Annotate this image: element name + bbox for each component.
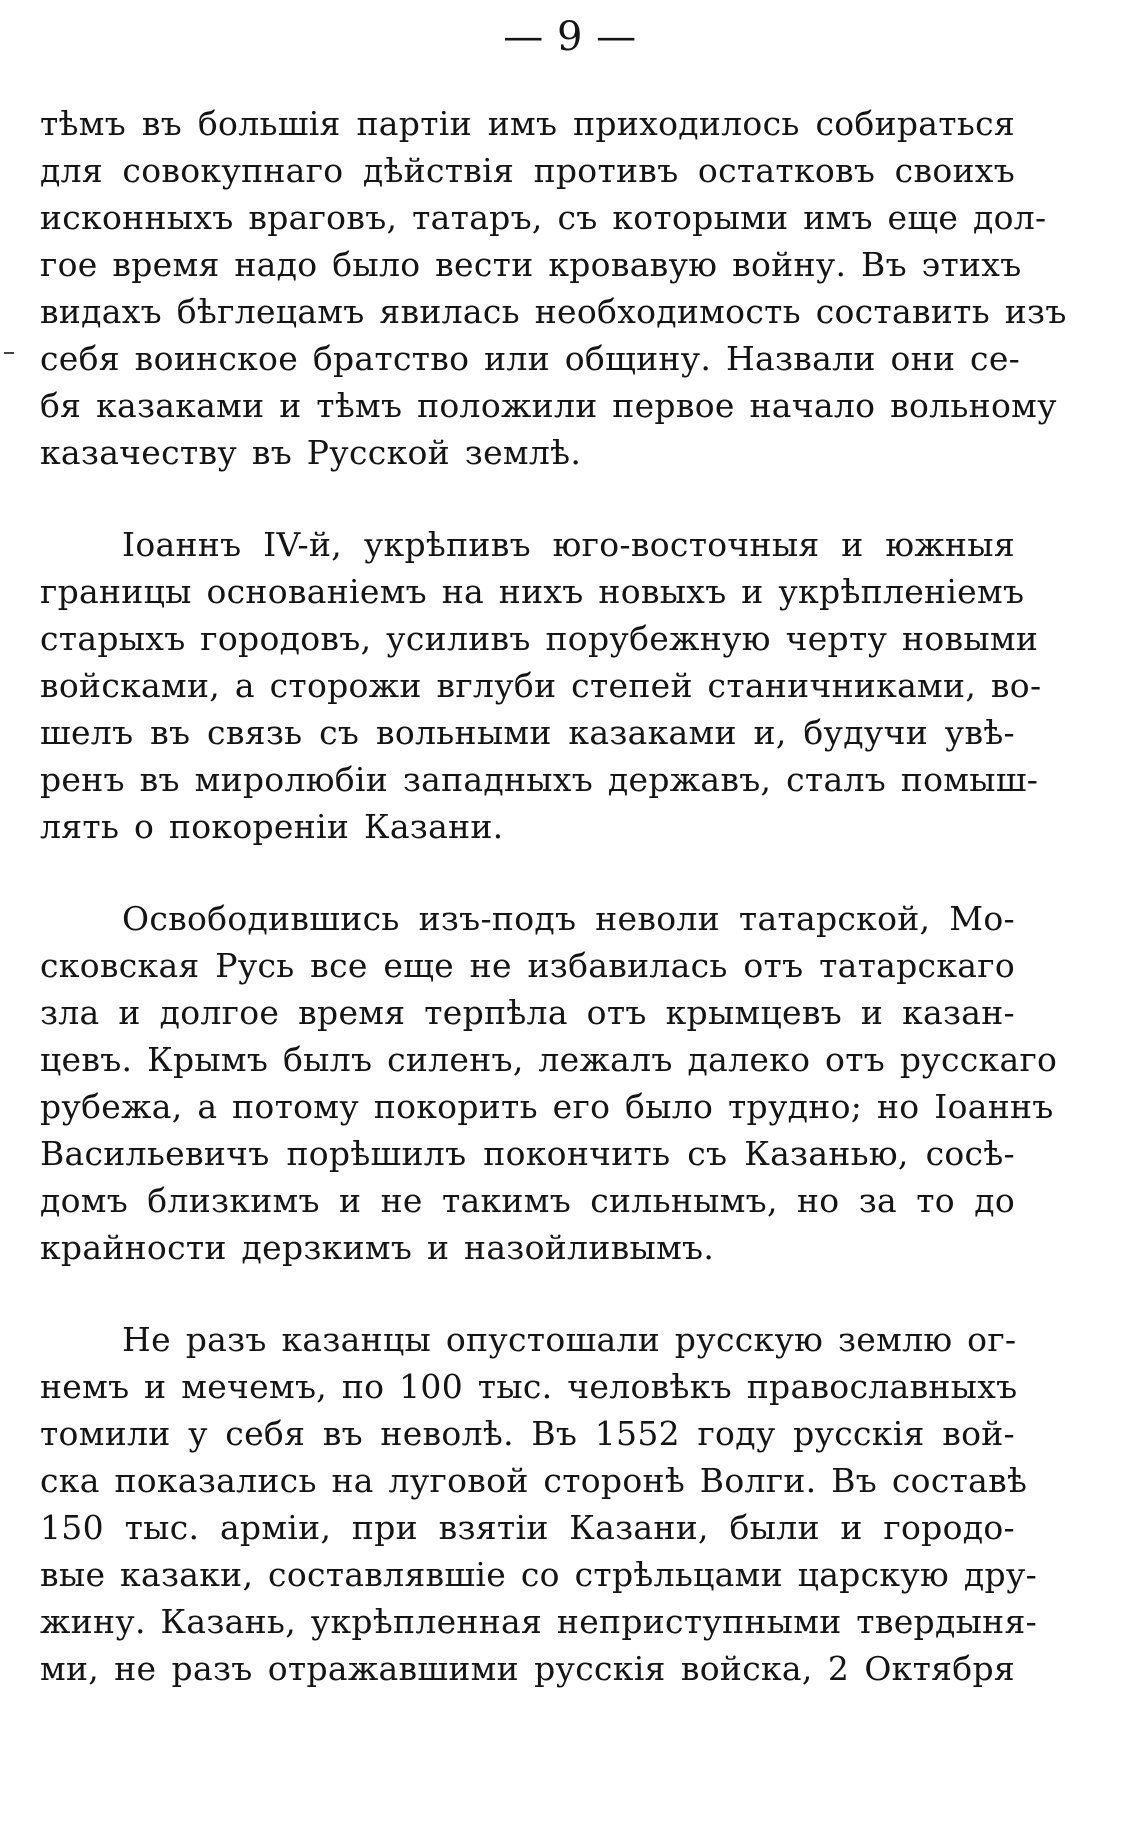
- margin-mark: [4, 352, 14, 354]
- text-line: томили у себя въ неволѣ. Въ 1552 году русскія вой-: [40, 1414, 1015, 1453]
- text-line: ми, не разъ отражавшими русскія войска, 2 Октября: [40, 1649, 1015, 1688]
- text-line: себя воинское братство или общину. Назвали они се-: [40, 339, 1021, 378]
- text-line: старыхъ городовъ, усиливъ порубежную черту новыми: [40, 619, 1039, 658]
- text-line: войсками, а сторожи вглуби степей станичниками, во-: [40, 666, 1042, 705]
- paragraph-3: [40, 895, 1058, 1271]
- paragraph-gap: [40, 850, 1015, 895]
- text-line: ренъ въ миролюбіи западныхъ державъ, сталъ помыш-: [40, 760, 1039, 799]
- text-line: цевъ. Крымъ былъ силенъ, лежалъ далеко отъ русскаго: [40, 1040, 1058, 1079]
- text-line: Не разъ казанцы опустошали русскую землю ог-: [122, 1320, 1017, 1359]
- text-line: лять о покореніи Казани.: [40, 807, 504, 846]
- text-line: бя казаками и тѣмъ положили первое начало вольному: [40, 386, 1057, 425]
- text-line: границы основаніемъ на нихъ новыхъ и укрѣпленіемъ: [40, 572, 1025, 611]
- body-text: [40, 100, 1067, 1692]
- text-line: видахъ бѣглецамъ явилась необходимость составить изъ: [40, 292, 1067, 331]
- text-line: исконныхъ враговъ, татаръ, съ которыми имъ еще дол-: [40, 198, 1047, 237]
- paragraph-gap: [40, 1271, 1015, 1316]
- text-line: крайности дерзкимъ и назойливымъ.: [40, 1228, 715, 1267]
- paragraph-gap: [40, 476, 1015, 521]
- text-line: Іоаннъ IV-й, укрѣпивъ юго-восточныя и южныя: [122, 525, 1015, 564]
- paragraph-4: [40, 1316, 1038, 1692]
- text-line: домъ близкимъ и не такимъ сильнымъ, но за то до: [40, 1181, 1015, 1220]
- text-line: Освободившись изъ-подъ неволи татарской, Мо-: [122, 899, 1015, 938]
- text-line: тѣмъ въ большія партіи имъ приходилось собираться: [40, 104, 1015, 143]
- text-line: гое время надо было вести кровавую войну. Въ этихъ: [40, 245, 1022, 284]
- text-line: Васильевичъ порѣшилъ покончить съ Казанью, сосѣ-: [40, 1134, 1015, 1173]
- text-line: зла и долгое время терпѣла отъ крымцевъ и казан-: [40, 993, 1015, 1032]
- text-line: вые казаки, составлявшіе со стрѣльцами царскую дру-: [40, 1555, 1038, 1594]
- text-line: ска показались на луговой сторонѣ Волги. Въ составѣ: [40, 1461, 1028, 1500]
- paragraph-1: [40, 100, 1067, 476]
- text-line: жину. Казань, укрѣпленная неприступными твердыня-: [40, 1602, 1038, 1641]
- text-line: для совокупнаго дѣйствія противъ остатковъ своихъ: [40, 151, 1015, 190]
- page-number: — 9 —: [503, 14, 637, 60]
- text-line: казачеству въ Русской землѣ.: [40, 433, 582, 472]
- text-line: шелъ въ связь съ вольными казаками и, будучи увѣ-: [40, 713, 1015, 752]
- text-line: 150 тыс. арміи, при взятіи Казани, были и городо-: [40, 1508, 1015, 1547]
- text-line: немъ и мечемъ, по 100 тыс. человѣкъ православныхъ: [40, 1367, 1018, 1406]
- paragraph-2: [40, 521, 1042, 850]
- text-line: рубежа, а потому покорить его было трудно; но Іоаннъ: [40, 1087, 1054, 1126]
- text-line: сковская Русь все еще не избавилась отъ татарскаго: [40, 946, 1015, 985]
